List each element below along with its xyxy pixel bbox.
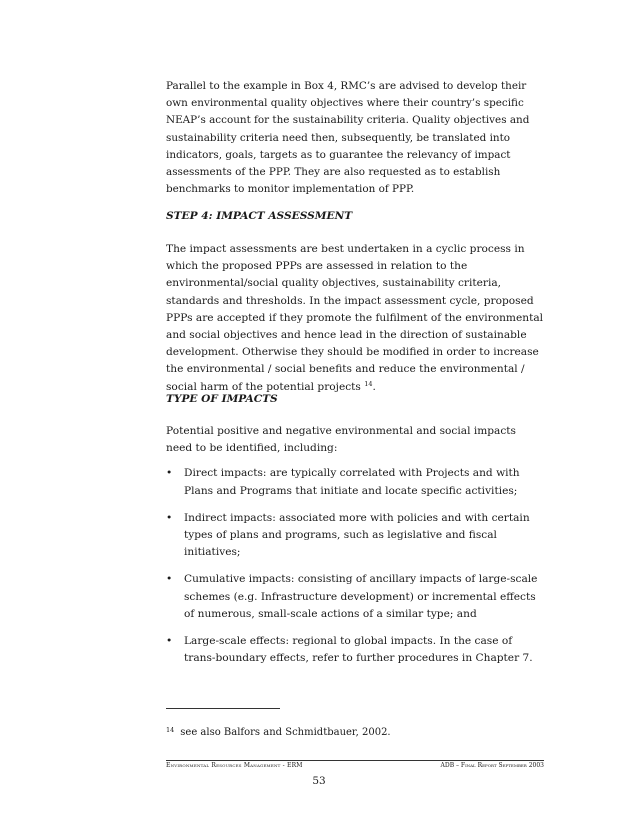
intro-section	[166, 78, 544, 198]
list-item-text: Cumulative impacts: consisting of ancillary impacts of large-scale schemes (e.g. Infrastructure development) or incremental effects of numerous, small-scale actions of a similar type; and	[184, 573, 538, 620]
footer-left: Environmental Resources Management - ERM	[166, 762, 303, 769]
step4-heading: STEP 4: IMPACT ASSESSMENT	[166, 210, 353, 222]
list-item	[166, 571, 544, 623]
footer-divider	[166, 760, 544, 761]
footnote-reference[interactable]: 14	[364, 379, 373, 388]
impacts-section	[166, 391, 544, 667]
footnote-text: see also Balfors and Schmidtbauer, 2002.	[180, 727, 391, 738]
step4-section	[166, 208, 544, 396]
bullet-icon: •	[166, 573, 173, 586]
footnote	[166, 723, 391, 740]
list-item-text: Indirect impacts: associated more with policies and with certain types of plans and programs, such as legislative and fiscal initiatives;	[184, 511, 530, 559]
intro-paragraph: Parallel to the example in Box 4, RMC’s are advised to develop their own environmental quality objectives where their country’s specific NEAP’s account for the sustainability criteria. Quality objectives and sustainability criteria need then, subsequently, be translated into indicators, goals, targets as to guarantee the relevancy of impact assessments of the PPP. They are also requested as to establish benchmarks to monitor implementation of PPP.	[166, 80, 530, 196]
footnote-number: 14	[166, 726, 175, 734]
bullet-icon: •	[166, 511, 173, 524]
list-item	[166, 633, 544, 667]
step4-paragraph	[166, 241, 544, 396]
bullet-icon: •	[166, 635, 173, 648]
page-number: 53	[312, 775, 326, 787]
step4-paragraph-text: The impact assessments are best undertaken in a cyclic process in which the proposed PPPs are assessed in relation to the environmental/social quality objectives, sustainability criteria, standards and thresholds. In the impact assessment cycle, proposed PPPs are accepted if they promote the fulfilment of the environmental and social objectives and hence lead in the direction of sustainable development. Otherwise they should be modified in order to increase the environmental / social benefits and reduce the environmental / social harm of the potential projects	[166, 243, 544, 393]
footnote-divider	[166, 708, 280, 709]
list-item-text: Direct impacts: are typically correlated with Projects and with Plans and Programs that initiate and locate specific activities;	[184, 467, 520, 497]
step4-paragraph-end: .	[372, 380, 376, 393]
impacts-heading: TYPE OF IMPACTS	[166, 393, 278, 405]
list-item	[166, 510, 544, 562]
footer-right: ADB – Final Report September 2003	[440, 762, 544, 769]
list-item	[166, 465, 544, 499]
impacts-intro: Potential positive and negative environmental and social impacts need to be identified, including:	[166, 425, 516, 455]
impacts-list	[166, 465, 544, 667]
list-item-text: Large-scale effects: regional to global impacts. In the case of trans-boundary effects, refer to further procedures in Chapter 7.	[184, 635, 533, 665]
bullet-icon: •	[166, 467, 173, 480]
